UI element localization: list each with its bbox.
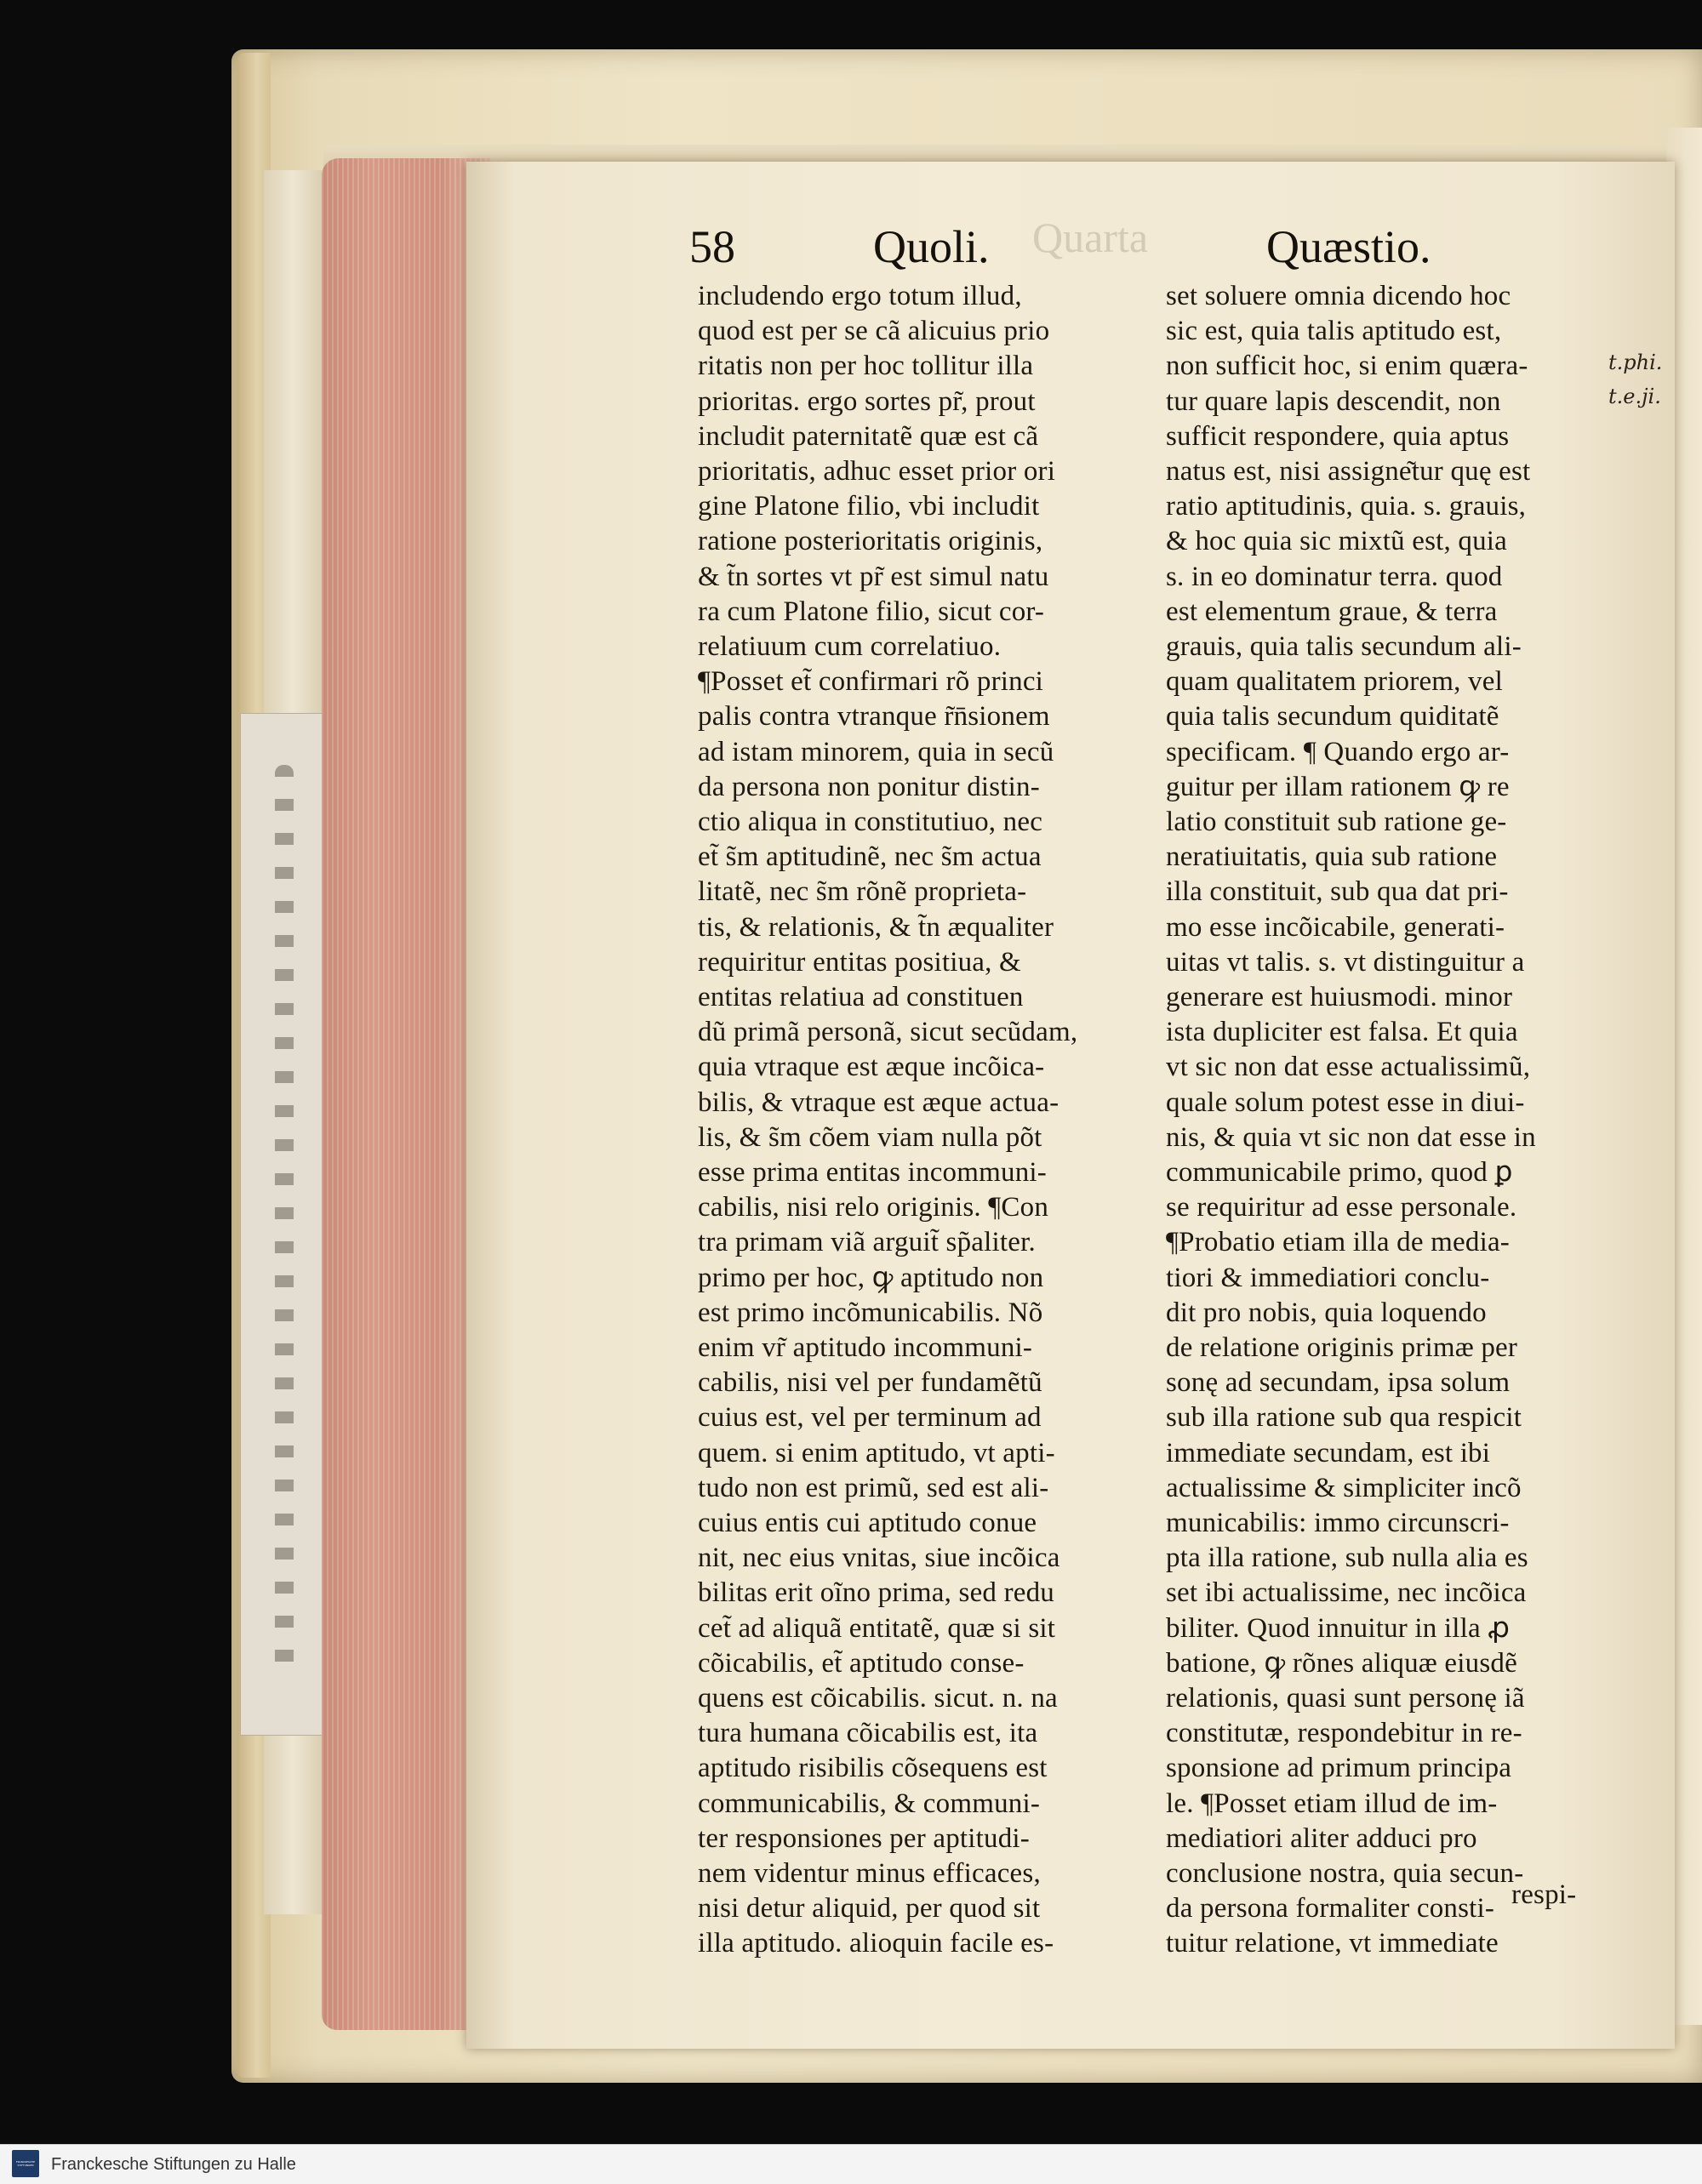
text-line: cet̃ ad aliquã entitatẽ, quæ si sit — [698, 1612, 1056, 1644]
text-line: tuitur relatione, vt immediate — [1166, 1928, 1499, 1959]
text-line: sponsione ad primum principa — [1166, 1753, 1512, 1784]
catchword: respi- — [1511, 1879, 1577, 1910]
text-line: conclusione nostra, quia secun- — [1166, 1858, 1524, 1889]
margin-note: t.e.ji. — [1608, 385, 1661, 408]
text-line: ctio aliqua in constitutiuo, nec — [698, 807, 1043, 837]
text-line: actualissime & simpliciter incõ — [1166, 1472, 1522, 1503]
text-line: quam qualitatem priorem, vel — [1166, 666, 1503, 698]
text-line: natus est, nisi assigne͂tur quę est — [1166, 456, 1531, 487]
institution-name: Franckesche Stiftungen zu Halle — [51, 2155, 296, 2174]
text-line: illa constituit, sub qua dat pri- — [1166, 876, 1509, 908]
text-line: biliter. Quod innuitur in illa ꝓ — [1166, 1612, 1511, 1644]
text-line: aptitudo risibilis cõsequens est — [698, 1753, 1048, 1784]
text-line: esse prima entitas incommuni- — [698, 1157, 1047, 1188]
text-line: tur quare lapis descendit, non — [1166, 385, 1501, 417]
text-line: quia vtraque est æque incõica- — [698, 1052, 1045, 1083]
text-line: ter responsiones per aptitudi- — [698, 1822, 1030, 1854]
text-line: da persona non ponitur distin- — [698, 771, 1040, 802]
spine-ornament-icon — [275, 765, 294, 1684]
text-line: generare est huiusmodi. minor — [1166, 982, 1513, 1012]
text-line: includit paternitatẽ quæ est cã — [698, 420, 1039, 452]
text-line: relatiuum cum correlatiuo. — [698, 631, 1002, 662]
text-line: nis, & quia vt sic non dat esse in — [1166, 1121, 1536, 1153]
text-line: relationis, quasi sunt personę iã — [1166, 1683, 1525, 1714]
book-page — [466, 162, 1675, 2049]
text-line: nit, nec eius vnitas, siue incõica — [698, 1542, 1060, 1574]
text-line: communicabilis, & communi- — [698, 1788, 1041, 1819]
running-head-left: Quoli. — [873, 221, 990, 272]
text-line: vt sic non dat esse actualissimũ, — [1166, 1052, 1531, 1083]
text-line: ad istam minorem, quia in secũ — [698, 736, 1054, 767]
text-line: ¶Probatio etiam illa de media- — [1166, 1227, 1510, 1258]
text-line: latio constituit sub ratione ge- — [1166, 807, 1507, 837]
text-line: non sufficit hoc, si enim quæra- — [1166, 351, 1528, 382]
text-line: guitur per illam rationem ꝙ re — [1166, 771, 1510, 802]
text-line: prioritatis, adhuc esset prior ori — [698, 456, 1056, 487]
text-line: entitas relatiua ad constituen — [698, 982, 1024, 1012]
text-line: cabilis, nisi relo originis. ¶Con — [698, 1192, 1049, 1223]
text-line: quod est per se cã alicuius prio — [698, 316, 1050, 347]
text-line: cuius est, vel per terminum ad — [698, 1402, 1042, 1434]
text-line: nem videntur minus efficaces, — [698, 1858, 1041, 1889]
text-line: pta illa ratione, sub nulla alia es — [1166, 1542, 1528, 1574]
show-through-text: Quarta — [1032, 214, 1149, 261]
spine-label — [240, 713, 325, 1736]
text-line: set soluere omnia dicendo hoc — [1166, 281, 1511, 311]
text-line: tiori & immediatiori conclu- — [1166, 1262, 1490, 1293]
text-line: quia talis secundum quiditatẽ — [1166, 701, 1499, 733]
text-line: s. in eo dominatur terra. quod — [1166, 561, 1503, 592]
text-line: bilitas erit oĩno prima, sed redu — [698, 1577, 1055, 1609]
text-line: quem. si enim aptitudo, vt apti- — [698, 1437, 1055, 1468]
text-line: immediate secundam, est ibi — [1166, 1437, 1491, 1468]
text-line: batione, ꝙ rõnes aliquæ eiusdẽ — [1166, 1647, 1517, 1679]
text-line: constitutæ, respondebitur in re- — [1166, 1718, 1522, 1749]
text-line: mo esse incõicabile, generati- — [1166, 911, 1505, 943]
text-line: sic est, quia talis aptitudo est, — [1166, 316, 1502, 347]
text-line: grauis, quia talis secundum ali- — [1166, 631, 1522, 662]
text-line: ratione posterioritatis originis, — [698, 526, 1043, 557]
text-line: specificam. ¶ Quando ergo ar- — [1166, 736, 1510, 767]
text-line: sonę ad secundam, ipsa solum — [1166, 1367, 1511, 1399]
text-line: cuius entis cui aptitudo conue — [698, 1508, 1037, 1538]
text-line: lis, & s̃m cõem viam nulla põt — [698, 1121, 1042, 1153]
text-line: quens est cõicabilis. sicut. n. na — [698, 1683, 1058, 1714]
running-head-right: Quæstio. — [1266, 221, 1431, 272]
text-line: tudo non est primũ, sed est ali- — [698, 1472, 1049, 1503]
text-line: communicabile primo, quod ꝑ — [1166, 1157, 1513, 1188]
text-line: et̃ s̃m aptitudinẽ, nec s̃m actua — [698, 841, 1042, 873]
text-line: ratio aptitudinis, quia. s. grauis, — [1166, 491, 1527, 522]
text-line: est primo incõmunicabilis. Nõ — [698, 1297, 1043, 1328]
text-line: requiritur entitas positiua, & — [698, 946, 1021, 978]
text-line: municabilis: immo circunscri- — [1166, 1508, 1510, 1538]
text-line: neratiuitatis, quia sub ratione — [1166, 841, 1498, 873]
text-line: cõicabilis, et̃ aptitudo conse- — [698, 1647, 1025, 1679]
text-line: illa aptitudo. alioquin facile es- — [698, 1928, 1054, 1959]
text-line: cabilis, nisi vel per fundamẽtũ — [698, 1367, 1042, 1399]
text-line: sufficit respondere, quia aptus — [1166, 420, 1510, 452]
text-line: palis contra vtranque r̃n̄sionem — [698, 701, 1050, 733]
text-line: set ibi actualissime, nec incõica — [1166, 1577, 1527, 1609]
text-line: dũ primã personã, sicut secũdam, — [698, 1017, 1078, 1048]
text-line: primo per hoc, ꝙ aptitudo non — [698, 1262, 1044, 1293]
text-line: nisi detur aliquid, per quod sit — [698, 1893, 1041, 1925]
text-line: est elementum graue, & terra — [1166, 596, 1498, 627]
text-line: bilis, & vtraque est æque actua- — [698, 1086, 1059, 1118]
text-line: le. ¶Posset etiam illud de im- — [1166, 1788, 1498, 1819]
text-line: de relatione originis primæ per — [1166, 1332, 1518, 1363]
text-line: & hoc quia sic mixtũ est, quia — [1166, 526, 1508, 557]
text-line: da persona formaliter consti- — [1166, 1893, 1495, 1925]
text-line: tura humana cõicabilis est, ita — [698, 1718, 1038, 1749]
text-line: litatẽ, nec s̃m rõnẽ proprieta- — [698, 876, 1027, 908]
text-line: ¶Posset et̃ confirmari rõ princi — [698, 666, 1044, 698]
text-line: ritatis non per hoc tollitur illa — [698, 351, 1034, 382]
margin-note: t.phi. — [1608, 351, 1663, 374]
text-line: mediatiori aliter adduci pro — [1166, 1822, 1477, 1854]
text-line: gine Platone filio, vbi includit — [698, 491, 1040, 522]
text-line: & t̃n sortes vt pr̃ est simul natu — [698, 561, 1049, 592]
text-line: dit pro nobis, quia loquendo — [1166, 1297, 1487, 1328]
page-number: 58 — [689, 221, 735, 272]
text-line: tra primam viã arguit̃ sp̃aliter. — [698, 1227, 1036, 1258]
text-line: prioritas. ergo sortes pr̃, prout — [698, 385, 1036, 417]
text-line: se requiritur ad esse personale. — [1166, 1192, 1517, 1223]
text-line: ista dupliciter est falsa. Et quia — [1166, 1017, 1518, 1048]
text-line: uitas vt talis. s. vt distinguitur a — [1166, 946, 1525, 978]
text-line: quale solum potest esse in diui- — [1166, 1086, 1525, 1118]
text-line: tis, & relationis, & t̃n æqualiter — [698, 911, 1054, 943]
text-line: includendo ergo totum illud, — [698, 281, 1022, 311]
text-line: enim vr̃ aptitudo incommuni- — [698, 1332, 1033, 1363]
text-line: sub illa ratione sub qua respicit — [1166, 1402, 1522, 1434]
footer-bar — [0, 2144, 1702, 2184]
institution-logo: FRANCKESCHE STIFTUNGEN — [12, 2150, 39, 2177]
text-line: ra cum Platone filio, sicut cor- — [698, 596, 1045, 627]
